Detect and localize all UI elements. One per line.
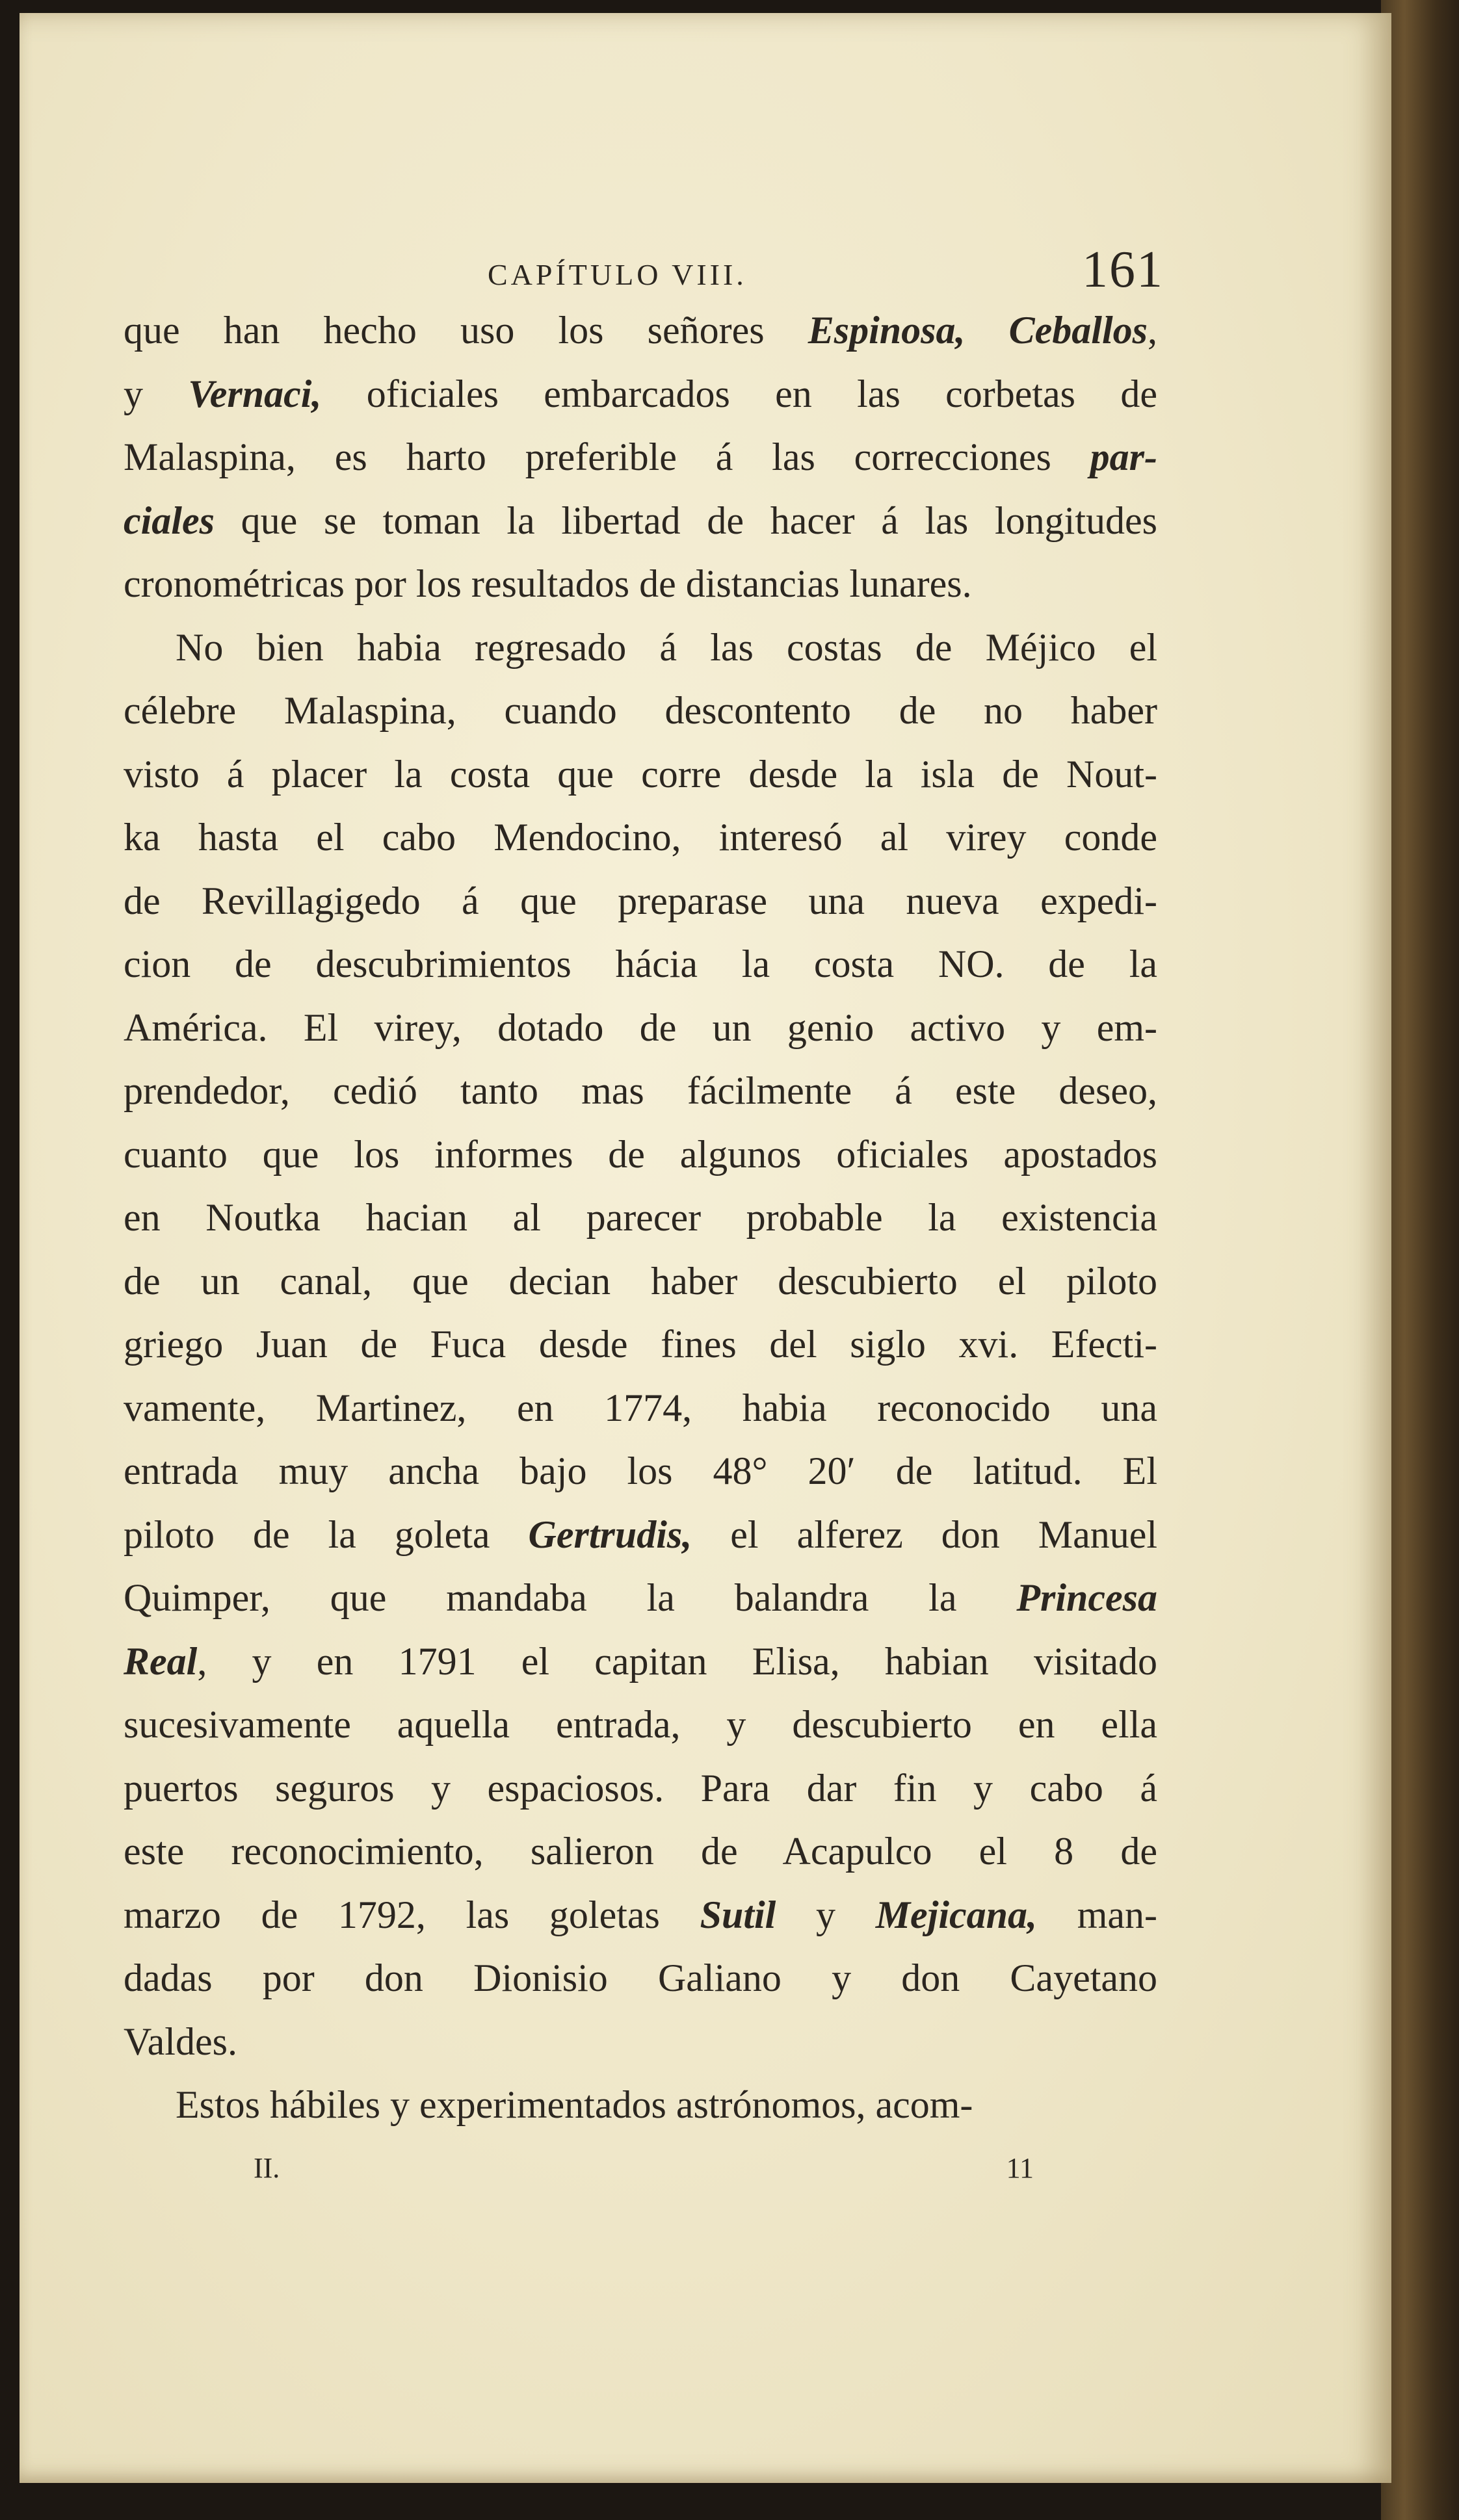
emphasized-text: Gertrudis, <box>528 1513 692 1556</box>
emphasized-text: Princesa <box>1016 1576 1157 1619</box>
text-line <box>124 743 1157 807</box>
text-segment: cronométricas por los resultados de distancias lunares. <box>124 562 972 605</box>
signature-mark: 11 <box>1006 2152 1034 2184</box>
text-line <box>124 1250 1157 1314</box>
text-segment: , <box>1147 309 1157 352</box>
text-segment: dadas por don Dionisio Galiano y don Cayetano <box>124 1956 1157 1999</box>
text-segment: oficiales embarcados en las corbetas de <box>321 372 1157 415</box>
text-segment: man- <box>1037 1893 1157 1936</box>
text-line <box>124 1123 1157 1187</box>
text-line <box>124 1186 1157 1250</box>
emphasized-text: Mejicana, <box>875 1893 1038 1936</box>
emphasized-text: Real <box>124 1639 198 1683</box>
text-segment: célebre Malaspina, cuando descontento de no haber <box>124 689 1157 732</box>
text-segment: que se toman la libertad de hacer á las longitudes <box>214 499 1157 542</box>
text-segment: piloto de la goleta <box>124 1513 529 1556</box>
text-segment: América. El virey, dotado de un genio activo y em- <box>124 1006 1157 1049</box>
text-line <box>124 299 1157 363</box>
text-line <box>124 1820 1157 1884</box>
text-line <box>124 426 1157 489</box>
text-segment: de Revillagigedo á que preparase una nueva expedi- <box>124 879 1157 922</box>
text-segment: de un canal, que decian haber descubierto el piloto <box>124 1259 1157 1303</box>
text-segment: cion de descubrimientos hácia la costa NO. de la <box>124 942 1157 985</box>
text-line <box>124 1503 1157 1567</box>
text-segment: cuanto que los informes de algunos oficiales apostados <box>124 1132 1157 1176</box>
text-line <box>124 679 1157 743</box>
text-line <box>124 552 1157 616</box>
text-segment: el alferez don Manuel <box>692 1513 1157 1556</box>
text-line <box>124 1693 1157 1757</box>
text-segment: griego Juan de Fuca desde fines del siglo xvi. Efecti- <box>124 1323 1157 1366</box>
text-segment: No bien habia regresado á las costas de Méjico el <box>176 625 1157 669</box>
text-segment: y <box>124 372 189 415</box>
volume-mark: II. <box>254 2152 280 2184</box>
text-line <box>124 806 1157 870</box>
text-line <box>124 1947 1157 2010</box>
text-segment: marzo de 1792, las goletas <box>124 1893 700 1936</box>
text-line <box>124 1884 1157 1947</box>
text-segment: sucesivamente aquella entrada, y descubierto en ella <box>124 1703 1157 1746</box>
text-segment: vamente, Martinez, en 1774, habia reconocido una <box>124 1386 1157 1429</box>
body-text <box>124 299 1157 2137</box>
text-line <box>124 933 1157 996</box>
text-line <box>124 1630 1157 1694</box>
emphasized-text: Espinosa, Ceballos <box>808 309 1148 352</box>
text-segment: este reconocimiento, salieron de Acapulco el 8 de <box>124 1830 1157 1873</box>
text-line <box>124 2073 1157 2137</box>
running-title: CAPÍTULO VIII. <box>488 258 747 291</box>
book-binding <box>1381 0 1459 2520</box>
text-line <box>124 1059 1157 1123</box>
text-line <box>124 1440 1157 1503</box>
page-number: 161 <box>1082 241 1164 298</box>
text-segment: Quimper, que mandaba la balandra la <box>124 1576 1017 1619</box>
book-page <box>20 13 1391 2483</box>
emphasized-text: par- <box>1090 435 1157 478</box>
text-segment: Malaspina, es harto preferible á las correcciones <box>124 435 1090 478</box>
text-line <box>124 1377 1157 1440</box>
text-line <box>124 1757 1157 1821</box>
text-segment: y <box>776 1893 876 1936</box>
text-segment: que han hecho uso los señores <box>124 309 808 352</box>
text-segment: visto á placer la costa que corre desde la isla de Nout- <box>124 752 1157 796</box>
text-segment: ka hasta el cabo Mendocino, interesó al virey conde <box>124 816 1157 859</box>
text-segment: prendedor, cedió tanto mas fácilmente á este deseo, <box>124 1069 1157 1112</box>
emphasized-text: Vernaci, <box>188 372 322 415</box>
text-segment: puertos seguros y espaciosos. Para dar fin y cabo á <box>124 1766 1157 1810</box>
text-line <box>124 363 1157 426</box>
page-footer <box>254 2151 1034 2190</box>
text-segment: , y en 1791 el capitan Elisa, habian visitado <box>197 1639 1157 1683</box>
text-line <box>124 996 1157 1060</box>
text-line <box>124 870 1157 933</box>
text-segment: entrada muy ancha bajo los 48° 20′ de latitud. El <box>124 1449 1157 1492</box>
text-segment: Valdes. <box>124 2020 237 2063</box>
text-segment: Estos hábiles y experimentados astrónomos, acom- <box>176 2083 973 2126</box>
emphasized-text: Sutil <box>700 1893 776 1936</box>
text-line <box>124 489 1157 553</box>
text-segment: en Noutka hacian al parecer probable la existencia <box>124 1196 1157 1239</box>
emphasized-text: ciales <box>124 499 215 542</box>
text-line <box>124 1313 1157 1377</box>
text-line <box>124 2010 1157 2074</box>
text-line <box>124 1566 1157 1630</box>
text-line <box>124 616 1157 680</box>
